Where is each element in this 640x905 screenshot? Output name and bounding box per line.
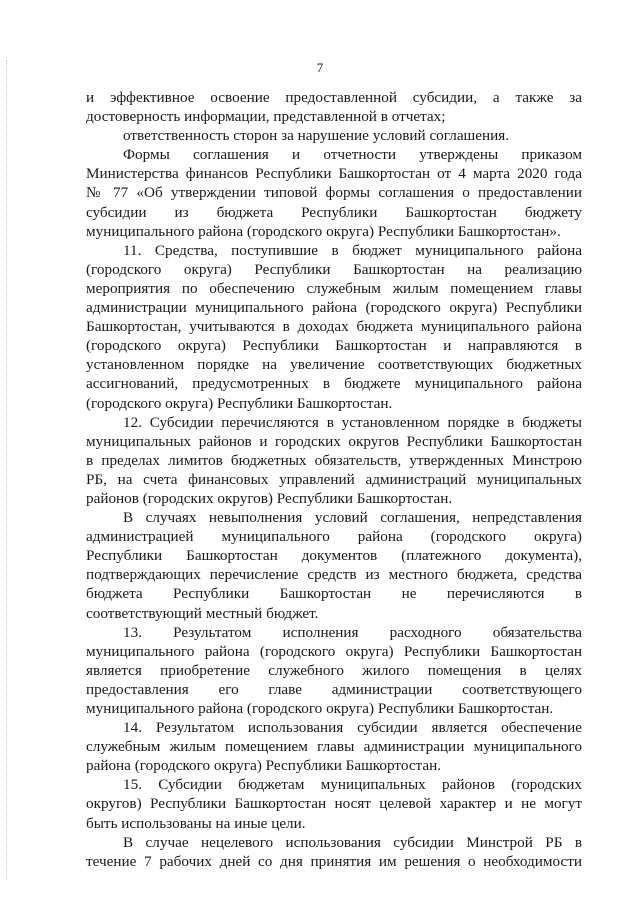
- text-line: В случае нецелевого использования субсидии Минстрой РБ в: [123, 833, 582, 851]
- text-line: Министерства финансов Республики Башкортостан от 4 марта 2020 года: [86, 165, 582, 183]
- text-line: достоверность информации, представленной в отчетах;: [86, 108, 446, 126]
- page-number: 7: [316, 60, 324, 75]
- text-line: 14. Результатом использования субсидии является обеспечение: [123, 719, 582, 737]
- text-line: быть использованы на иные цели.: [86, 814, 306, 832]
- text-line: 13. Результатом исполнения расходного обязательства: [123, 623, 582, 641]
- text-line: мероприятия по обеспечению служебным жилым помещением главы: [86, 279, 582, 297]
- text-line: № 77 «Об утверждении типовой формы соглашения о предоставлении: [86, 184, 582, 202]
- text-line: является приобретение служебного жилого помещения в целях: [86, 661, 582, 679]
- text-line: (городского округа) Республики Башкортостан на реализацию: [86, 260, 582, 278]
- text-line: ассигнований, предусмотренных в бюджете муниципального района: [86, 375, 582, 393]
- text-line: бюджета Республики Башкортостан не перечисляются в: [86, 585, 582, 603]
- document-body: [86, 88, 582, 871]
- text-line: течение 7 рабочих дней со дня принятия им решения о необходимости: [86, 852, 582, 870]
- text-line: В случаях невыполнения условий соглашения, непредставления: [123, 509, 582, 527]
- text-line: служебным жилым помещением главы администрации муниципального: [86, 738, 582, 756]
- text-line: Республики Башкортостан документов (платежного документа),: [86, 547, 582, 565]
- text-line: РБ, на счета финансовых управлений администраций муниципальных: [86, 470, 582, 488]
- text-line: 15. Субсидии бюджетам муниципальных районов (городских: [123, 776, 582, 794]
- text-line: 11. Средства, поступившие в бюджет муниципального района: [123, 241, 582, 259]
- text-line: администрацией муниципального района (городского округа): [86, 528, 582, 546]
- text-line: ответственность сторон за нарушение условий соглашения.: [123, 127, 510, 145]
- text-line: округов) Республики Башкортостан носят целевой характер и не могут: [86, 795, 582, 813]
- text-line: (городского округа) Республики Башкортостан и направляются в: [86, 337, 582, 355]
- text-line: районов (городских округов) Республики Башкортостан.: [86, 489, 453, 507]
- text-line: соответствующий местный бюджет.: [86, 604, 319, 622]
- text-line: подтверждающих перечисление средств из местного бюджета, средства: [86, 566, 582, 584]
- text-line: (городского округа) Республики Башкортостан.: [86, 394, 393, 412]
- text-line: и эффективное освоение предоставленной субсидии, а также за: [86, 89, 582, 106]
- text-line: субсидии из бюджета Республики Башкортостан бюджету: [86, 203, 582, 221]
- scan-edge-marks: [6, 60, 9, 880]
- text-line: муниципального района (городского округа) Республики Башкортостан.: [86, 700, 554, 717]
- text-line: в пределах лимитов бюджетных обязательств, утвержденных Минстрою: [86, 451, 582, 469]
- text-line: муниципального района (городского округа) Республики Башкортостан: [86, 642, 582, 660]
- text-line: Башкортостан, учитываются в доходах бюджета муниципального района: [86, 318, 582, 336]
- text-line: района (городского округа) Республики Башкортостан.: [86, 757, 442, 775]
- text-line: муниципальных районов и городских округов Республики Башкортостан: [86, 432, 582, 450]
- text-line: муниципального района (городского округа) Республики Башкортостан».: [86, 222, 561, 240]
- text-line: Формы соглашения и отчетности утверждены приказом: [123, 146, 582, 164]
- text-line: 12. Субсидии перечисляются в установленном порядке в бюджеты: [123, 413, 582, 431]
- text-line: предоставления его главе администрации соответствующего: [86, 680, 582, 698]
- text-line: установленном порядке на увеличение соответствующих бюджетных: [86, 356, 582, 374]
- text-line: администрации муниципального района (городского округа) Республики: [86, 299, 582, 317]
